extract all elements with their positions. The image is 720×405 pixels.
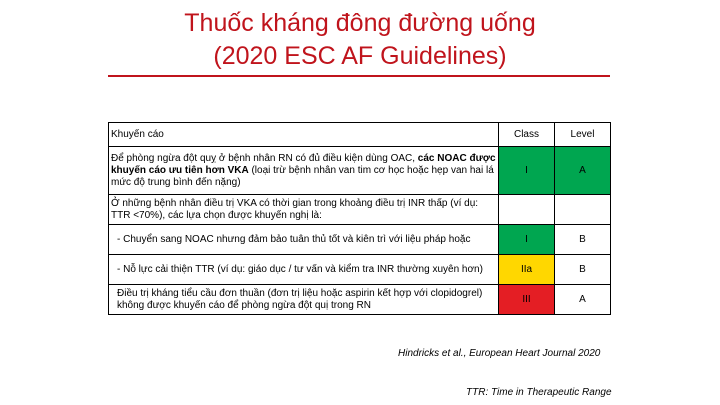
level-cell: A <box>555 147 611 195</box>
table-row <box>109 195 611 225</box>
row-text: - Chuyển sang NOAC nhưng đảm bảo tuân thủ tốt và kiên trì với liệu pháp hoặc <box>109 225 499 255</box>
title-underline <box>108 75 610 77</box>
row-text: Ở những bệnh nhân điều trị VKA có thời gian trong khoảng điều trị INR thấp (ví dụ: TTR <70%), các lựa chọn được khuyến nghị là: <box>109 195 499 225</box>
level-cell: B <box>555 255 611 285</box>
header-level: Level <box>555 123 611 147</box>
class-cell: IIa <box>499 255 555 285</box>
citation: Hindricks et al., European Heart Journal 2020 <box>398 348 601 359</box>
row-text: - Nỗ lực cải thiện TTR (ví dụ: giáo dục / tư vấn và kiểm tra INR thường xuyên hơn) <box>109 255 499 285</box>
row-text: Điều trị kháng tiểu cầu đơn thuần (đơn trị liệu hoặc aspirin kết hợp với clopidogrel) không được khuyến cáo để phòng ngừa đột quị trong RN <box>109 285 499 315</box>
table-row <box>109 285 611 315</box>
row-text <box>109 147 499 195</box>
table-header-row <box>109 123 611 147</box>
level-cell: A <box>555 285 611 315</box>
row-text-bold: các NOAC được khuyến cáo ưu tiên hơn VKA <box>111 152 496 176</box>
slide-title-line2: (2020 ESC AF Guidelines) <box>213 42 507 70</box>
table-row <box>109 147 611 195</box>
slide-title-line1: Thuốc kháng đông đường uống <box>184 9 536 37</box>
class-cell: I <box>499 225 555 255</box>
header-class: Class <box>499 123 555 147</box>
row-text-plain: Để phòng ngừa đột quỵ ở bệnh nhân RN có đủ điều kiện dùng OAC, <box>111 152 418 164</box>
table-row <box>109 225 611 255</box>
row-text-tail: (loại trừ bệnh nhân van tim cơ học hoặc hẹp van hai lá mức độ trung bình đến nặng) <box>111 164 494 188</box>
footnote-ttr: TTR: Time in Therapeutic Range <box>466 387 612 398</box>
header-recommendation: Khuyến cáo <box>109 123 499 147</box>
level-cell: B <box>555 225 611 255</box>
table-row <box>109 255 611 285</box>
class-cell: I <box>499 147 555 195</box>
class-cell <box>499 195 555 225</box>
level-cell <box>555 195 611 225</box>
recommendation-table <box>108 122 611 315</box>
class-cell: III <box>499 285 555 315</box>
